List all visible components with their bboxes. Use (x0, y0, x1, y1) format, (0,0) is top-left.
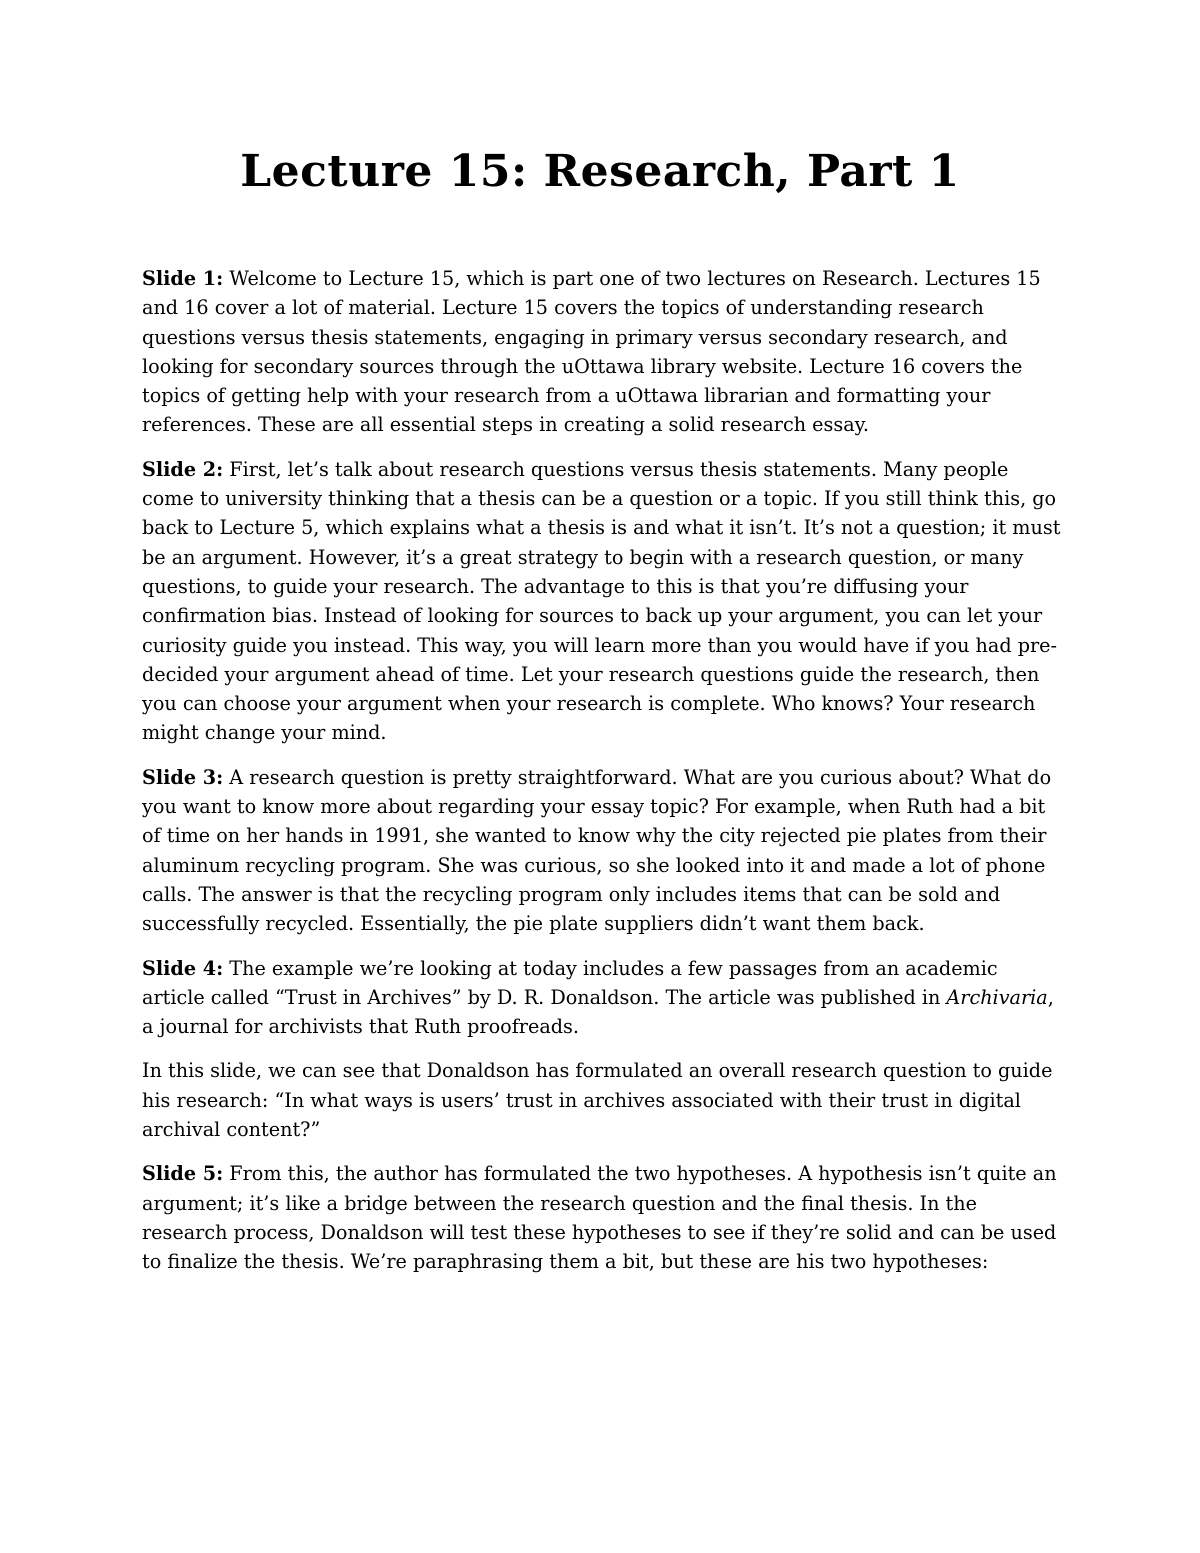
slide-label: Slide 4: (142, 956, 224, 980)
paragraph-text: Welcome to Lecture 15, which is part one of two lectures on Research. Lectures 15 and 16 cover a lot of material. Lecture 15 covers the topics of understanding research questions versus thesis statements, engaging in primary versus secondary research, and looking for secondary sources through the uOttawa library website. Lecture 16 covers the topics of getting help with your research from a uOttawa librarian and formatting your references. These are all essential steps in creating a solid research essay. (142, 267, 1041, 437)
slide-label: Slide 2: (142, 457, 224, 481)
document-body (142, 264, 1062, 1292)
journal-name: Archivaria (946, 985, 1048, 1009)
paragraph-slide-1 (142, 264, 1062, 440)
paragraph-research-question (142, 1056, 1062, 1144)
slide-label: Slide 3: (142, 765, 224, 789)
paragraph-text: From this, the author has formulated the two hypotheses. A hypothesis isn’t quite an argument; it’s like a bridge between the research question and the final thesis. In the research process, Donaldson will test these hypotheses to see if they’re solid and can be used to finalize the thesis. We’re paraphrasing them a bit, but these are his two hypotheses: (142, 1162, 1057, 1274)
paragraph-slide-5 (142, 1159, 1062, 1276)
paragraph-text: The example we’re looking at today includes a few passages from an academic article called “Trust in Archives” by D. R. Donaldson. The article was published in (142, 956, 998, 1009)
slide-label: Slide 5: (142, 1162, 224, 1186)
paragraph-slide-2 (142, 455, 1062, 748)
paragraph-text: A research question is pretty straightforward. What are you curious about? What do you want to know more about regarding your essay topic? For example, when Ruth had a bit of time on her hands in 1991, she wanted to know why the city rejected pie plates from their aluminum recycling program. She was curious, so she looked into it and made a lot of phone calls. The answer is that the recycling program only includes items that can be sold and successfully recycled. Essentially, the pie plate suppliers didn’t want them back. (142, 765, 1052, 936)
document-title: Lecture 15: Research, Part 1 (240, 146, 960, 197)
paragraph-text: , a journal for archivists that Ruth proofreads. (142, 985, 1054, 1039)
paragraph-text: In this slide, we can see that Donaldson has formulated an overall research question to guide his research: “In what ways is users’ trust in archives associated with their trust in digital archival content?” (142, 1059, 1053, 1142)
paragraph-text: First, let’s talk about research questions versus thesis statements. Many people come to university thinking that a thesis can be a question or a topic. If you still think this, go back to Lecture 5, which explains what a thesis is and what it isn’t. It’s not a question; it must be an argument. However, it’s a great strategy to begin with a research question, or many questions, to guide your research. The advantage to this is that you’re diffusing your confirmation bias. Instead of looking for sources to back up your argument, you can let your curiosity guide you instead. This way, you will learn more than you would have if you had pre-decided your argument ahead of time. Let your research questions guide the research, then you can choose your argument when your research is complete. Who knows? Your research might change your mind. (142, 457, 1061, 745)
paragraph-slide-4 (142, 954, 1062, 1042)
paragraph-slide-3 (142, 763, 1062, 939)
slide-label: Slide 1: (142, 267, 224, 290)
